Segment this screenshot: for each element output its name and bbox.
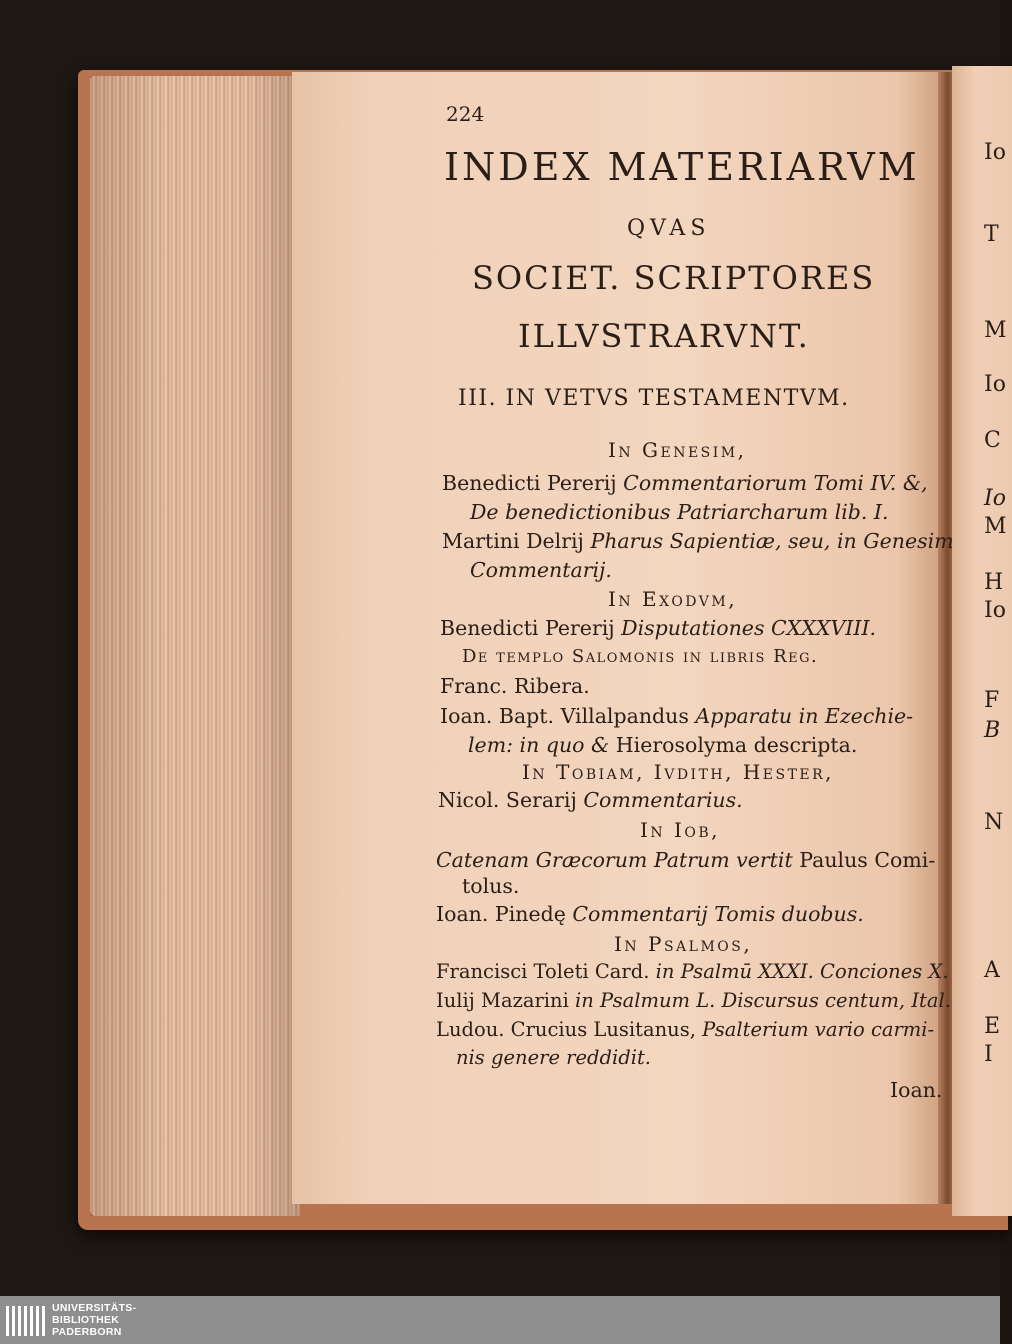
section-title: In Tobiam, Ivdith, Hester, [522,760,835,784]
catchword: Ioan. [890,1078,943,1102]
entry-line [442,531,954,552]
section-title: In Iob, [640,818,721,842]
right-page-fragment: Io [984,598,1006,623]
entry-author: Iulij Mazarini [436,989,576,1012]
right-page-fragment: B [984,718,1001,743]
entry-line [462,876,519,897]
entry-line [470,502,889,523]
entry-line [470,560,612,581]
entry-line [436,850,935,871]
logo-line: PADERBORN [52,1326,122,1338]
entry-author: Benedicti Pererij [442,471,624,495]
section-title: De templo Salomonis in libris Reg. [462,646,819,667]
entry-title: in Psalmū XXXI. Conciones X. [655,960,949,983]
heading-line-1: INDEX MATERIARVM [444,145,920,189]
heading-line-4: ILLVSTRARVNT. [518,317,810,355]
right-page-fragment: M [984,514,1007,539]
right-page-fragment: N [984,810,1004,835]
entry-title: De benedictionibus Patriarcharum lib. I. [470,500,889,524]
page-edges [90,76,300,1216]
right-page-fragment: F [984,688,1000,713]
part-title: III. IN VETVS TESTAMENTVM. [458,386,850,411]
right-page-fragment: H [984,570,1004,595]
right-page-fragment: Io [984,372,1006,397]
entry-line [440,676,590,697]
entry-author: Ioan. Bapt. Villalpandus [440,704,696,728]
heading-line-3: SOCIET. SCRIPTORES [472,259,876,297]
right-page-fragment: Io [984,486,1006,511]
entry-line [436,1020,934,1040]
entry-title: Disputationes CXXXVIII. [621,616,877,640]
right-page-fragment: A [984,958,1000,983]
entry-title: Apparatu in Ezechie- [695,704,914,728]
entry-line [442,473,928,494]
right-page-fragment: I [984,1042,993,1067]
library-logo-text [52,1302,136,1338]
entry-author: Ludou. Crucius Lusitanus, [436,1018,703,1041]
entry-title: Catenam Græcorum Patrum vertit [436,848,800,872]
entry-line [440,618,876,639]
logo-line: UNIVERSITÄTS- [52,1302,137,1314]
entry-line [456,1048,651,1068]
section-title: In Genesim, [608,438,747,462]
right-page-fragment: Io [984,140,1006,165]
entry-line [436,991,951,1011]
heading-line-2: QVAS [627,216,711,241]
entry-line [468,735,857,756]
right-page [952,66,1012,1216]
entry-title: lem: in quo & [468,733,616,757]
entry-author: Nicol. Serarij [438,788,584,812]
entry-author: Paulus Comi- [799,848,936,872]
entry-title: Commentarij. [470,558,612,582]
right-page-fragment: C [984,428,1001,453]
logo-line: BIBLIOTHEK [52,1314,120,1326]
section-title: In Exodvm, [608,587,738,611]
entry-title: Commentariorum Tomi IV. &, [623,471,928,495]
entry-title: Psalterium vario carmi- [702,1018,935,1041]
entry-author: Hierosolyma descripta. [615,733,858,757]
section-title: In Psalmos, [614,932,753,956]
entry-line [436,904,864,925]
right-page-fragment: E [984,1014,1001,1039]
entry-line [436,962,949,982]
page-number: 224 [446,102,485,126]
entry-title: Commentarius. [583,788,743,812]
entry-line [438,790,743,811]
library-logo-icon [4,1302,48,1340]
right-page-fragment: M [984,318,1007,343]
library-logo-bar [0,1296,1000,1344]
entry-author: Francisci Toleti Card. [436,960,656,983]
right-page-fragment: T [984,222,999,247]
entry-author: Martini Delrij [442,529,591,553]
entry-title: Commentarij Tomis duobus. [572,902,864,926]
entry-title: in Psalmum L. Discursus centum, Ital. [575,989,951,1012]
entry-author: Ioan. Pinedę [436,902,573,926]
entry-line [440,706,913,727]
entry-title: nis genere reddidit. [456,1046,651,1069]
entry-author: Franc. Ribera. [440,674,590,698]
entry-author: tolus. [462,874,520,898]
entry-title: Pharus Sapientiæ, seu, in Genesim [590,529,954,553]
entry-author: Benedicti Pererij [440,616,622,640]
